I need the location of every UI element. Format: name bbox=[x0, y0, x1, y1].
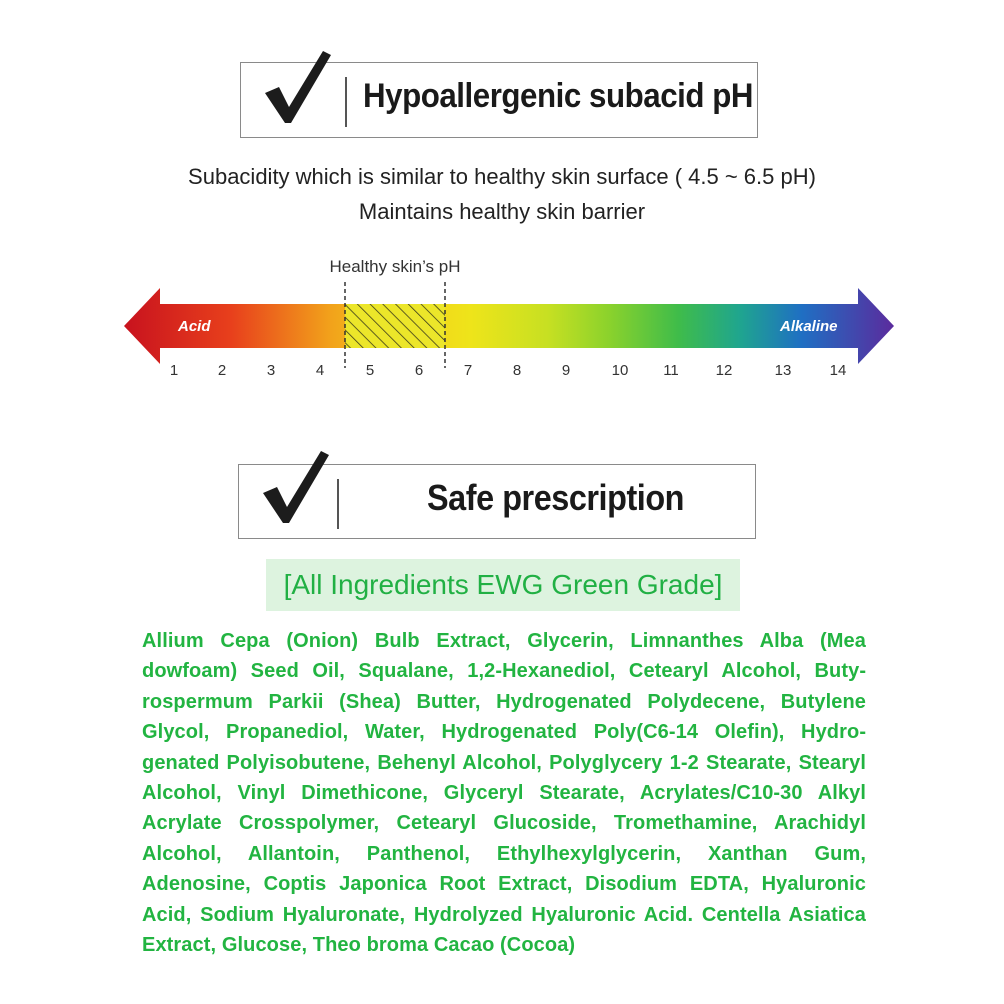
subtitle-line-1: Subacidity which is similar to healthy skin surface ( 4.5 ~ 6.5 pH) bbox=[188, 164, 816, 189]
ph-tick-label: 14 bbox=[829, 362, 847, 379]
hypoallergenic-badge bbox=[240, 62, 758, 138]
ph-tick-label: 10 bbox=[611, 362, 629, 379]
acid-label: Acid bbox=[178, 318, 211, 335]
ph-tick-label: 3 bbox=[266, 362, 276, 379]
ph-tick-label: 9 bbox=[561, 362, 571, 379]
ph-arrow-bar bbox=[124, 288, 894, 364]
badge-title: Hypoallergenic subacid pH bbox=[363, 77, 754, 115]
badge-title: Safe prescription bbox=[427, 477, 685, 518]
ph-tick-label: 4 bbox=[315, 362, 325, 379]
ph-tick-label: 11 bbox=[663, 362, 679, 379]
healthy-range-hatch bbox=[345, 304, 445, 348]
ph-tick-label: 2 bbox=[217, 362, 227, 379]
ph-tick-label: 6 bbox=[414, 362, 424, 379]
ingredients-list: Allium Cepa (Onion) Bulb Extract, Glycerin, Limnanthes Alba (Mea dowfoam) Seed Oil, Squalane, 1,2-Hexanediol, Cetearyl Alcohol, Butyrospermum Parkii (Shea) Butter, Hydrogenated Polydecene, Butylene Glycol, Propanediol, Water, Hydrogenated Poly(C6-14 Olefin), Hydrogenated Polyisobutene, Behenyl Alcohol, Polyglycery 1-2 Stearate, Stearyl Alcohol, Vinyl Dimethicone, Glyceryl Stearate, Acrylates/C10-30 Alkyl Acrylate Crosspolymer, Cetearyl Glucoside, Tromethamine, Arachidyl Alcohol, Allantoin, Panthenol, Ethylhexylglycerin, Xanthan Gum, Adenosine, Coptis Japonica Root Extract, Disodium EDTA, Hyaluronic Acid, Sodium Hyaluronate, Hydrolyzed Hyaluronic Acid. Centella Asiatica Extract, Glucose, Theo broma Cacao (Cocoa) bbox=[142, 630, 866, 957]
safe-prescription-badge bbox=[238, 464, 756, 539]
ph-tick-labels bbox=[170, 362, 847, 379]
check-icon bbox=[257, 447, 333, 527]
badge-divider bbox=[337, 479, 339, 529]
healthy-skin-label: Healthy skin’s pH bbox=[329, 257, 461, 276]
ph-tick-label: 1 bbox=[169, 362, 179, 379]
ph-tick-label: 13 bbox=[774, 362, 792, 379]
ewg-grade-header: [All Ingredients EWG Green Grade] bbox=[266, 559, 740, 611]
ph-tick-label: 12 bbox=[715, 362, 733, 379]
ph-tick-label: 7 bbox=[463, 362, 473, 379]
ph-scale bbox=[0, 240, 1004, 390]
alkaline-label: Alkaline bbox=[780, 318, 838, 335]
ph-tick-label: 5 bbox=[365, 362, 375, 379]
check-icon bbox=[259, 47, 335, 127]
badge-divider bbox=[345, 77, 347, 127]
subtitle-line-2: Maintains healthy skin barrier bbox=[358, 199, 646, 224]
ph-tick-label: 8 bbox=[512, 362, 522, 379]
